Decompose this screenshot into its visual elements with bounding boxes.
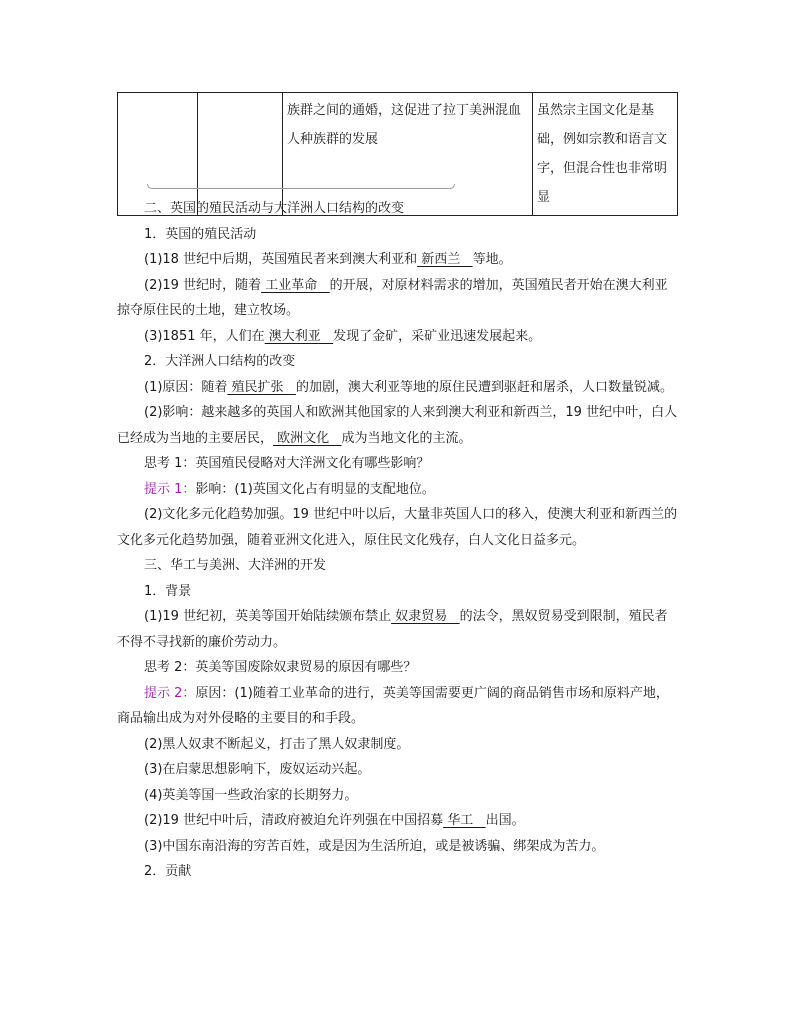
answer-blank: 奴隶贸易 [391, 609, 460, 624]
text: (2)影响：越来越多的英国人和欧洲其他国家的人来到澳大利亚和新西兰，19 世纪中叶，白人已经成为当地的主要居民， [117, 405, 678, 446]
hint-1 [117, 477, 679, 503]
paragraph: (4)英美等国一些政治家的长期努力。 [144, 787, 358, 803]
text: 的法令，黑奴贸易受到限制，殖民者不得不寻找新的廉价劳动力。 [117, 609, 668, 650]
paragraph: (3)在启蒙思想影响下，废奴运动兴起。 [144, 762, 371, 777]
text: 的开展，对原材料需求的增加，英国殖民者开始在澳大利亚掠夺原住民的土地，建立牧场。 [117, 277, 668, 318]
text: 的加剧，澳大利亚等地的原住民遭到驱赶和屠杀，人口数量锐减。 [295, 379, 673, 395]
text: (1)18 世纪中后期，英国殖民者来到澳大利亚和 [144, 252, 418, 267]
hint-text: 影响：(1)英国文化占有明显的支配地位。 [195, 481, 435, 497]
table-cell-culture: 虽然宗主国文化是基础，例如宗教和语言文字，但混合性也非常明显 [533, 93, 678, 216]
hint-2 [117, 681, 679, 732]
section-heading-chinese: 三、华工与美洲、大洋洲的开发 [144, 558, 327, 573]
answer-blank: 欧洲文化 [273, 430, 342, 446]
paragraph [117, 273, 679, 324]
text: 发现了金矿，采矿业迅速发展起来。 [333, 328, 542, 344]
document-body [117, 196, 679, 885]
text: 成为当地文化的主流。 [341, 430, 472, 446]
text: (2)19 世纪时，随着 [144, 277, 262, 293]
text: (1)原因：随着 [144, 379, 228, 395]
text: 等地。 [472, 252, 512, 267]
answer-blank: 华工 [443, 813, 486, 828]
answer-blank: 工业革命 [261, 277, 330, 293]
text: (1)19 世纪初，英美等国开始陆续颁布禁止 [144, 609, 392, 624]
text: 出国。 [485, 813, 525, 828]
hint-label: 提示 2： [144, 685, 196, 701]
paragraph [117, 247, 679, 273]
paragraph [117, 604, 679, 655]
subheading-contribution: 2．贡献 [144, 864, 192, 879]
hint-text: 原因：(1)随着工业革命的进行，英美等国需要更广阔的商品销售市场和原料产地，商品输出成为对外侵略的主要目的和手段。 [117, 685, 669, 726]
answer-blank: 澳大利亚 [264, 328, 334, 344]
table-cell-marriage: 族群之间的通婚，这促进了拉丁美洲混血人种族群的发展 [283, 93, 533, 216]
paragraph: (2)黑人奴隶不断起义，打击了黑人奴隶制度。 [144, 736, 410, 752]
hint-label: 提示 1： [144, 481, 196, 497]
answer-blank: 新西兰 [417, 252, 473, 267]
text: (2)19 世纪中叶后，清政府被迫允许列强在中国招募 [144, 813, 444, 828]
text: (3)1851 年，人们在 [144, 328, 265, 344]
section-divider [147, 184, 455, 189]
subheading-background: 1．背景 [144, 583, 192, 599]
paragraph [117, 400, 679, 451]
paragraph [117, 375, 679, 401]
subheading-structure: 2．大洋洲人口结构的改变 [144, 354, 296, 369]
paragraph [117, 324, 679, 350]
think-question-2: 思考 2：英美等国废除奴隶贸易的原因有哪些？ [144, 660, 417, 675]
section-heading-british: 二、英国的殖民活动与大洋洲人口结构的改变 [144, 201, 405, 216]
subheading-activities: 1．英国的殖民活动 [144, 226, 257, 242]
paragraph: (3)中国东南沿海的穷苦百姓，或是因为生活所迫，或是被诱骗、绑架成为苦力。 [144, 838, 605, 854]
think-question-1: 思考 1：英国殖民侵略对大洋洲文化有哪些影响？ [144, 456, 430, 471]
paragraph [117, 808, 679, 834]
answer-blank: 殖民扩张 [227, 379, 296, 395]
paragraph: (2)文化多元化趋势加强。19 世纪中叶以后，大量非英国人口的移入，使澳大利亚和新西兰的文化多元化趋势加强，随着亚洲文化进入，原住民文化残存，白人文化日益多元。 [117, 507, 678, 548]
